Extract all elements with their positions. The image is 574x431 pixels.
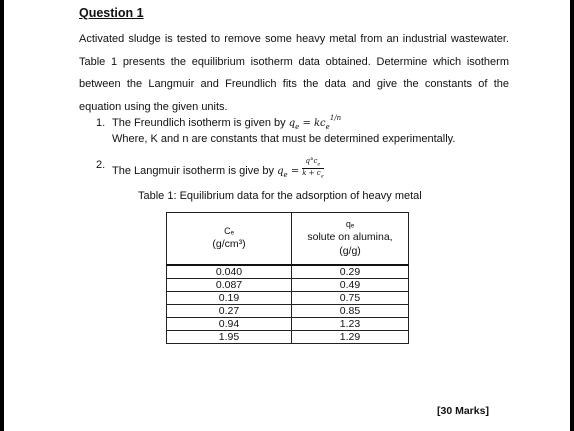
cell-concentration: 0.040 [167, 265, 292, 279]
cell-adsorbed: 1.29 [292, 331, 409, 344]
column-header-concentration: Cₑ (g/cm³) [167, 213, 292, 266]
table-row [167, 292, 409, 305]
cell-concentration: 0.27 [167, 305, 292, 318]
table-row [167, 265, 409, 279]
cell-concentration: 0.087 [167, 279, 292, 292]
list-item-text: The Freundlich isotherm is given by [112, 117, 286, 129]
cell-adsorbed: 0.75 [292, 292, 409, 305]
intro-paragraph: Activated sludge is tested to remove some heavy metal from an industrial wastewater. Table 1 presents the equilibrium isotherm data obtained. Determine which isotherm between the Langmuir and Freundlich fits the data and give the constants of the equation using the given units. [79, 33, 509, 113]
cell-concentration: 0.19 [167, 292, 292, 305]
cell-concentration: 1.95 [167, 331, 292, 344]
cell-adsorbed: 0.85 [292, 305, 409, 318]
table-row [167, 318, 409, 331]
cell-adsorbed: 0.29 [292, 265, 409, 279]
column-header-adsorbed: qₑ solute on alumina, (g/g) [292, 213, 409, 266]
equilibrium-table [166, 212, 409, 344]
table-row [167, 305, 409, 318]
list-number: 1. [96, 117, 106, 129]
table-caption: Table 1: Equilibrium data for the adsorption of heavy metal [138, 190, 422, 202]
freundlich-equation: $q_e = kc_e^{1/n}$ [288, 114, 342, 131]
table-row [167, 331, 409, 344]
cell-adsorbed: 0.49 [292, 279, 409, 292]
list-item-text: The Langmuir isotherm is give by [112, 164, 275, 177]
table-row [167, 279, 409, 292]
where-note: Where, K and n are constants that must be determined experimentally. [112, 133, 456, 145]
question-heading: Question 1 [79, 6, 144, 20]
cell-concentration: 0.94 [167, 318, 292, 331]
marks-label: [30 Marks] [437, 405, 489, 417]
cell-adsorbed: 1.23 [292, 318, 409, 331]
langmuir-equation: $q_e$ = [277, 165, 300, 179]
langmuir-fraction: $\frac{q^\circ c_e}{k + c_e}$ [302, 157, 324, 180]
list-number: 2. [96, 159, 106, 171]
table-body [167, 265, 409, 344]
